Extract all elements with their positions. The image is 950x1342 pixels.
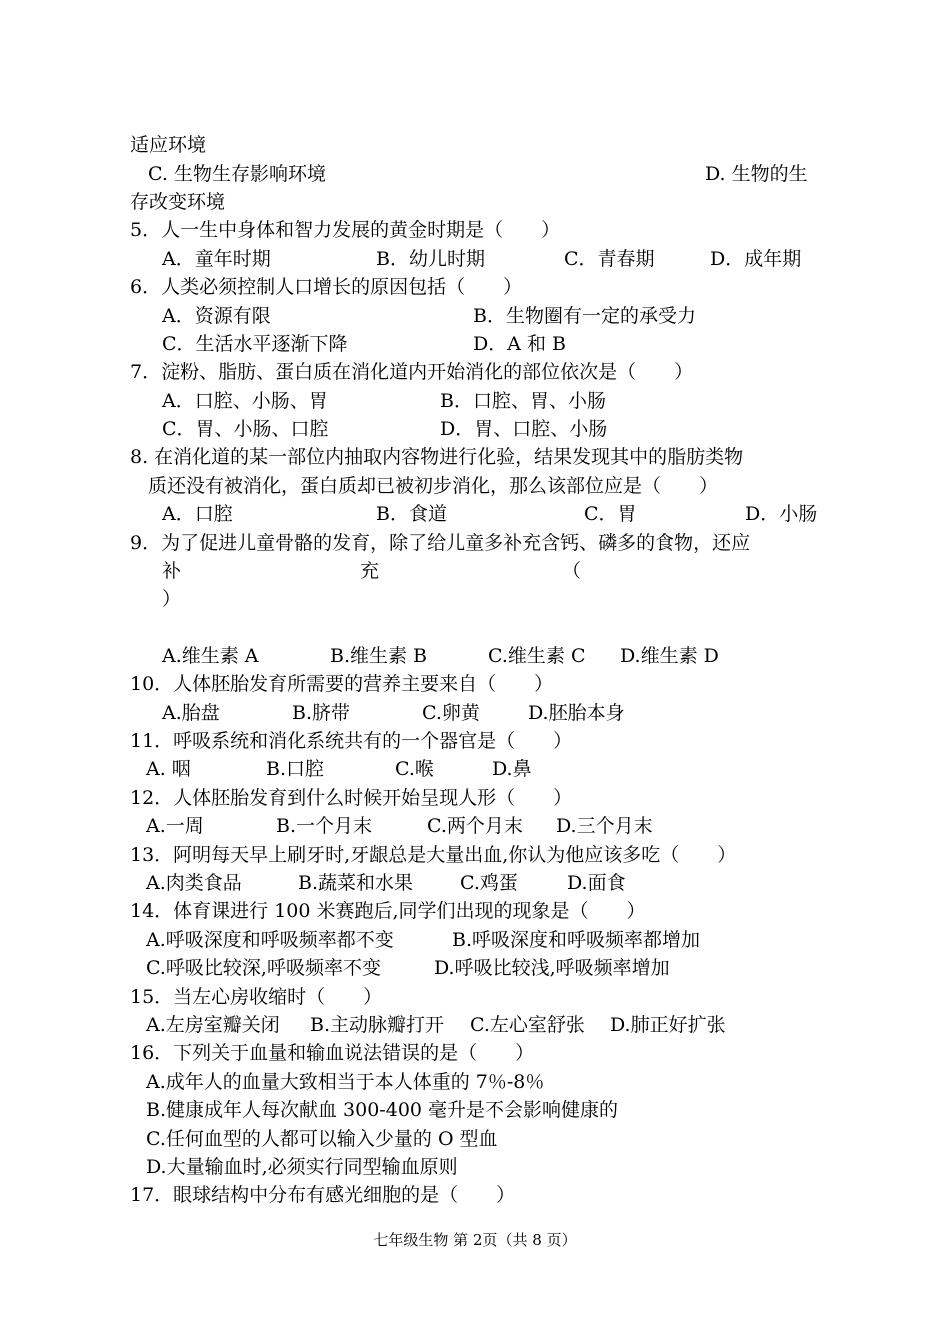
- q6-option-b: B．生物圈有一定的承受力: [473, 305, 696, 327]
- q14-option-d: D.呼吸比较浅,呼吸频率增加: [434, 957, 670, 979]
- q9-stem-word-2: 充: [360, 560, 380, 582]
- q15-option-a: A.左房室瓣关闭: [146, 1014, 280, 1036]
- q7-option-c: C．胃、小肠、口腔: [162, 418, 329, 440]
- q11-stem: 11．呼吸系统和消化系统共有的一个器官是（ ）: [130, 730, 573, 752]
- q6-option-c: C．生活水平逐渐下降: [162, 333, 348, 355]
- q7-option-d: D．胃、口腔、小肠: [440, 418, 608, 440]
- q6-stem: 6．人类必须控制人口增长的原因包括（ ）: [130, 276, 523, 298]
- q8-stem-line1: 8. 在消化道的某一部位内抽取内容物进行化验，结果发现其中的脂肪类物: [130, 446, 744, 468]
- q8-option-c: C．胃: [584, 503, 637, 525]
- q7-option-a: A．口腔、小肠、胃: [162, 390, 328, 412]
- q4-option-d-tail: 存改变环境: [130, 191, 226, 213]
- q10-option-b: B.脐带: [292, 702, 351, 724]
- q10-stem: 10．人体胚胎发育所需要的营养主要来自（ ）: [130, 673, 554, 695]
- q14-stem: 14．体育课进行 100 米赛跑后,同学们出现的现象是（ ）: [130, 900, 646, 922]
- q13-option-b: B.蔬菜和水果: [298, 872, 414, 894]
- q12-stem: 12．人体胚胎发育到什么时候开始呈现人形（ ）: [130, 787, 573, 809]
- q13-option-a: A.肉类食品: [146, 872, 242, 894]
- q5-option-b: B．幼儿时期: [376, 248, 485, 270]
- q9-stem-word-4: ）: [162, 588, 182, 610]
- q5-option-c: C．青春期: [564, 248, 655, 270]
- q11-option-a: A. 咽: [146, 758, 191, 780]
- q8-option-d: D．小肠: [745, 503, 818, 525]
- q13-option-c: C.鸡蛋: [460, 872, 518, 894]
- q11-option-d: D.鼻: [492, 758, 532, 780]
- q14-option-c: C.呼吸比较深,呼吸频率不变: [146, 957, 381, 979]
- q5-option-d: D．成年期: [710, 248, 802, 270]
- q15-stem: 15．当左心房收缩时（ ）: [130, 986, 383, 1008]
- q5-stem: 5．人一生中身体和智力发展的黄金时期是（ ）: [130, 219, 561, 241]
- q15-option-d: D.肺正好扩张: [610, 1014, 726, 1036]
- q11-option-b: B.口腔: [266, 758, 325, 780]
- q9-option-c: C.维生素 C: [488, 645, 586, 667]
- q15-option-b: B.主动脉瓣打开: [310, 1014, 445, 1036]
- q6-option-a: A．资源有限: [162, 305, 271, 327]
- q11-option-c: C.喉: [395, 758, 434, 780]
- q8-stem-line2: 质还没有被消化，蛋白质却已被初步消化，那么该部位应是（ ）: [148, 475, 719, 497]
- q9-stem-word-3: （: [562, 560, 582, 582]
- page-footer: 七年级生物 第 2页（共 8 页）: [373, 1231, 577, 1249]
- q14-option-b: B.呼吸深度和呼吸频率都增加: [452, 929, 701, 951]
- q12-option-d: D.三个月末: [556, 815, 653, 837]
- q6-option-d: D．A 和 B: [473, 333, 566, 355]
- q10-option-c: C.卵黄: [422, 702, 480, 724]
- q7-option-b: B．口腔、胃、小肠: [440, 390, 606, 412]
- q10-option-a: A.胎盘: [162, 702, 220, 724]
- q9-stem-line1: 9．为了促进儿童骨骼的发育，除了给儿童多补充含钙、磷多的食物，还应: [130, 532, 751, 554]
- q13-stem: 13．阿明每天早上刷牙时,牙龈总是大量出血,你认为他应该多吃（ ）: [130, 844, 737, 866]
- q10-option-d: D.胚胎本身: [528, 702, 625, 724]
- q13-option-d: D.面食: [567, 872, 626, 894]
- q14-option-a: A.呼吸深度和呼吸频率都不变: [146, 929, 394, 951]
- q4-tail: 适应环境: [130, 134, 207, 156]
- q15-option-c: C.左心室舒张: [470, 1014, 585, 1036]
- q16-option-d: D.大量输血时,必须实行同型输血原则: [146, 1156, 458, 1178]
- q16-stem: 16．下列关于血量和输血说法错误的是（ ）: [130, 1042, 535, 1064]
- q9-stem-word-1: 补: [162, 560, 182, 582]
- q17-stem: 17．眼球结构中分布有感光细胞的是（ ）: [130, 1184, 516, 1206]
- q9-option-d: D.维生素 D: [620, 645, 719, 667]
- q12-option-a: A.一周: [146, 815, 204, 837]
- q9-option-b: B.维生素 B: [330, 645, 428, 667]
- q8-option-b: B．食道: [376, 503, 447, 525]
- q8-option-a: A．口腔: [162, 503, 233, 525]
- q7-stem: 7．淀粉、脂肪、蛋白质在消化道内开始消化的部位依次是（ ）: [130, 361, 694, 383]
- q12-option-c: C.两个月末: [427, 815, 523, 837]
- q5-option-a: A．童年时期: [162, 248, 271, 270]
- q16-option-a: A.成年人的血量大致相当于本人体重的 7％-8％: [146, 1071, 545, 1093]
- q16-option-b: B.健康成年人每次献血 300-400 毫升是不会影响健康的: [146, 1099, 619, 1121]
- q12-option-b: B.一个月末: [276, 815, 373, 837]
- q9-option-a: A.维生素 A: [162, 645, 259, 667]
- q4-option-c: C. 生物生存影响环境: [148, 163, 326, 185]
- q16-option-c: C.任何血型的人都可以输入少量的 O 型血: [146, 1128, 498, 1150]
- q4-option-d: D. 生物的生: [705, 163, 808, 185]
